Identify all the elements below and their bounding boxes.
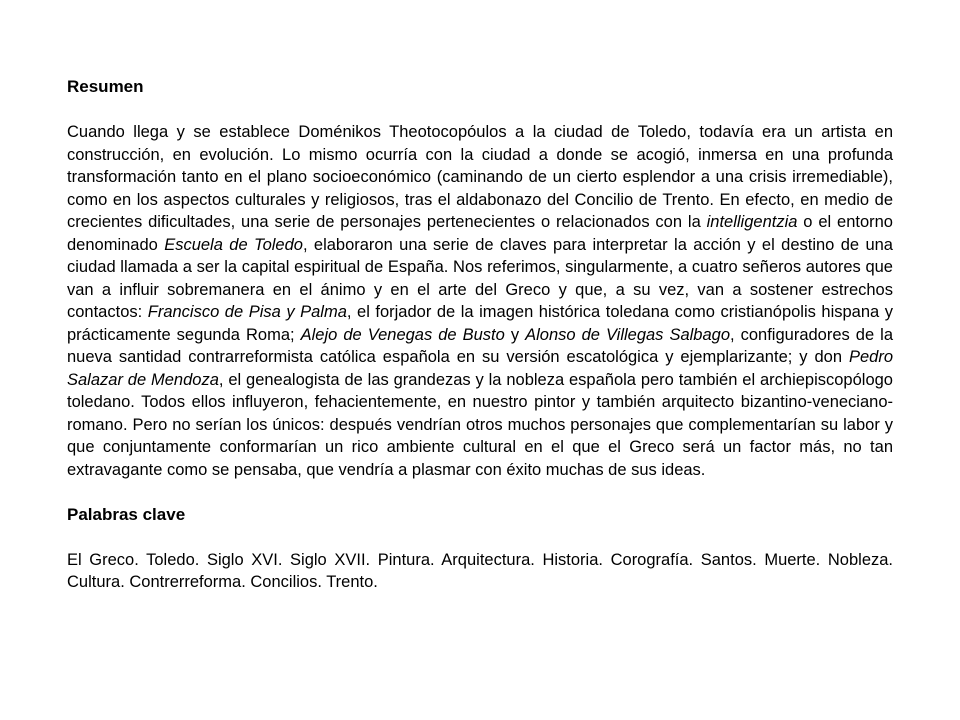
spacer <box>67 481 893 504</box>
spacer <box>67 526 893 549</box>
abstract-italic-term: intelligentzia <box>706 213 798 231</box>
abstract-text: , elaboraron una serie de claves para interpretar la acción y el destino de una ciudad llamada a ser la capital espiritual de España. Nos referimos, singularmente, a cuatro señeros autores que van a influir sobremanera en el ánimo y en el arte del Greco y que, a su vez, van a sostener estrechos contactos: <box>67 235 893 321</box>
keywords-paragraph: El Greco. Toledo. Siglo XVI. Siglo XVII. Pintura. Arquitectura. Historia. Corografía. Santos. Muerte. Nobleza. Cultura. Contrerreforma. Concilios. Trento. <box>67 550 893 591</box>
spacer <box>67 99 893 122</box>
abstract-italic-term: Escuela de Toledo <box>164 235 303 254</box>
abstract-text: , configuradores de la nueva santidad contrarreformista católica española en su versión escatológica y ejemplarizante; y don <box>67 325 894 366</box>
abstract-text: , el forjador de la imagen histórica toledana como cristianópolis hispana y prácticamente segunda Roma; <box>67 303 893 344</box>
abstract-italic-name: Alonso de Villegas Salbago <box>525 325 731 344</box>
document-page <box>67 76 893 594</box>
keywords-heading: Palabras clave <box>67 504 186 524</box>
abstract-italic-name: Alejo de Venegas de Busto <box>300 325 505 344</box>
abstract-text: , el genealogista de las grandezas y la nobleza española pero también el archiepiscopólogo toledano. Todos ellos influyeron, fehacientemente, en nuestro pintor y también arquitecto bizantino-veneciano-romano. Pero no serían los únicos: después vendrían otros muchos personajes que complementarían su labor y que conjuntamente conformarían un rico ambiente cultural en el que el Greco será un factor más, no tan extravagante como se pensaba, que vendría a plasmar con éxito muchas de sus ideas. <box>67 370 893 479</box>
abstract-text: y <box>504 325 526 344</box>
abstract-heading: Resumen <box>67 77 144 96</box>
abstract-paragraph <box>67 121 893 481</box>
abstract-text: Cuando llega y se establece Doménikos Theotocopóulos a la ciudad de Toledo, todavía era un artista en construcción, en evolución. Lo mismo ocurría con la ciudad a donde se acogió, inmersa en una profunda transformación tanto en el plano socioeconómico (caminando de un cierto esplendor a una crisis irremediable), como en los aspectos culturales y religiosos, tras el aldabonazo del Concilio de Trento. En efecto, en medio de crecientes dificultades, una serie de personajes pertenecientes o relacionados con la <box>67 123 893 231</box>
abstract-italic-name: Francisco de Pisa y Palma <box>147 303 347 321</box>
abstract-text: o el entorno denominado <box>67 213 893 254</box>
abstract-italic-name: Pedro Salazar de Mendoza <box>67 348 893 389</box>
